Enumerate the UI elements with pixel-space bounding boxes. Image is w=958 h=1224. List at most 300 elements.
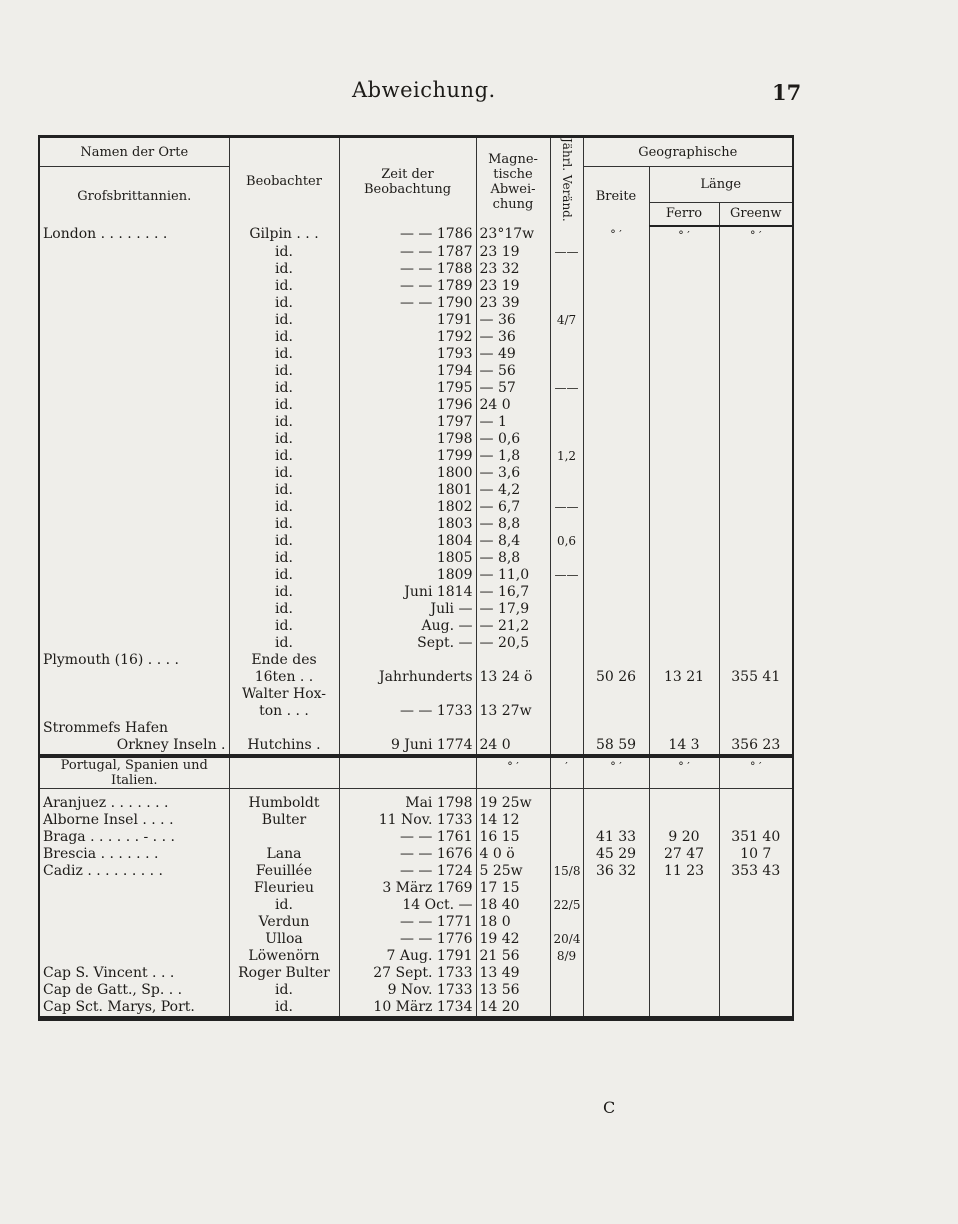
abw-cell: 23°17w [476, 226, 550, 244]
abw-cell: 24 0 [476, 397, 550, 414]
obs-cell [229, 720, 339, 737]
table-row [39, 982, 793, 999]
breite-cell [583, 812, 649, 829]
obs-cell: id. [229, 999, 339, 1019]
ver-cell [550, 414, 583, 431]
breite-cell [583, 795, 649, 812]
ferro-cell [649, 499, 719, 516]
zeit-cell: Juni 1814 [339, 584, 476, 601]
zeit-cell: — — 1787 [339, 244, 476, 261]
abw-cell: — 1,8 [476, 448, 550, 465]
breite-cell [583, 397, 649, 414]
ferro-cell [649, 584, 719, 601]
table-row [39, 278, 793, 295]
ferro-cell [649, 380, 719, 397]
abw-cell: 13 56 [476, 982, 550, 999]
zeit-cell: 14 Oct. — [339, 897, 476, 914]
ferro-cell [649, 914, 719, 931]
zeit-cell: 27 Sept. 1733 [339, 965, 476, 982]
obs-cell: id. [229, 261, 339, 278]
ver-cell [550, 226, 583, 244]
obs-cell: id. [229, 363, 339, 380]
breite-cell [583, 550, 649, 567]
section-title: Portugal, Spanien und Italien. [39, 756, 229, 789]
abw-cell: — 20,5 [476, 635, 550, 652]
breite-cell: 41 33 [583, 829, 649, 846]
zeit-cell: — — 1761 [339, 829, 476, 846]
ver-cell: —— [550, 567, 583, 584]
table-row [39, 397, 793, 414]
deg-mark: ° ′ [750, 228, 762, 242]
breite-cell [583, 363, 649, 380]
abw-cell: 16 15 [476, 829, 550, 846]
obs-cell: Feuillée [229, 863, 339, 880]
obs-cell: Walter Hox- [229, 686, 339, 703]
zeit-cell: Juli — [339, 601, 476, 618]
zeit-cell: 1797 [339, 414, 476, 431]
breite-cell [583, 652, 649, 669]
deg-mark: ° ′ [583, 756, 649, 789]
zeit-cell: 1802 [339, 499, 476, 516]
breite-cell: 58 59 [583, 737, 649, 756]
breite-cell [583, 635, 649, 652]
ferro-cell [649, 414, 719, 431]
obs-cell: Verdun [229, 914, 339, 931]
place-cell [39, 948, 229, 965]
ferro-cell [649, 795, 719, 812]
ferro-cell [649, 897, 719, 914]
zeit-cell: Jahrhunderts [339, 669, 476, 686]
zeit-cell: 1798 [339, 431, 476, 448]
place-cell [39, 397, 229, 414]
abw-cell: — 17,9 [476, 601, 550, 618]
ver-cell [550, 669, 583, 686]
header-geographische: Geographische [583, 137, 793, 167]
table-row [39, 737, 793, 756]
ferro-cell [649, 720, 719, 737]
ferro-cell [649, 244, 719, 261]
table-row [39, 897, 793, 914]
ferro-cell [649, 948, 719, 965]
table-row [39, 584, 793, 601]
obs-cell: id. [229, 414, 339, 431]
green-cell [719, 914, 793, 931]
table-row [39, 261, 793, 278]
ferro-cell: 14 3 [649, 737, 719, 756]
ferro-cell [649, 635, 719, 652]
table-row [39, 948, 793, 965]
obs-cell: id. [229, 982, 339, 999]
place-cell [39, 516, 229, 533]
breite-cell [583, 312, 649, 329]
table-row [39, 880, 793, 897]
zeit-cell: — — 1789 [339, 278, 476, 295]
zeit-cell: — — 1771 [339, 914, 476, 931]
zeit-cell: 1799 [339, 448, 476, 465]
ferro-cell [649, 363, 719, 380]
breite-cell [583, 584, 649, 601]
place-cell [39, 244, 229, 261]
abw-cell: — 8,8 [476, 516, 550, 533]
zeit-cell: 3 März 1769 [339, 880, 476, 897]
breite-cell [583, 346, 649, 363]
header-breite: Breite [583, 167, 649, 226]
ver-cell [550, 482, 583, 499]
place-cell [39, 278, 229, 295]
abw-cell [476, 686, 550, 703]
table-row [39, 846, 793, 863]
green-cell [719, 652, 793, 669]
place-cell: Cap S. Vincent . . . [39, 965, 229, 982]
header-magnetische: Magne- tische Abwei- chung [476, 137, 550, 226]
green-cell [719, 812, 793, 829]
header-ferro: Ferro [649, 202, 719, 226]
deg-mark: ° ′ [649, 756, 719, 789]
abw-cell: 5 25w [476, 863, 550, 880]
breite-cell [583, 618, 649, 635]
ferro-cell [649, 346, 719, 363]
abw-cell [476, 720, 550, 737]
zeit-cell: 11 Nov. 1733 [339, 812, 476, 829]
table-row [39, 652, 793, 669]
table-row [39, 363, 793, 380]
place-cell: Orkney Inseln . [39, 737, 229, 756]
zeit-cell: 1796 [339, 397, 476, 414]
ferro-cell [649, 567, 719, 584]
table-row [39, 244, 793, 261]
ver-cell [550, 999, 583, 1019]
header-jahrl: Jährl. Veränd. [550, 137, 583, 226]
ver-cell [550, 346, 583, 363]
abw-cell: — 57 [476, 380, 550, 397]
obs-cell: id. [229, 550, 339, 567]
zeit-cell [339, 686, 476, 703]
table-header [39, 137, 793, 226]
obs-cell: id. [229, 516, 339, 533]
place-cell [39, 931, 229, 948]
ver-cell [550, 812, 583, 829]
zeit-cell: 1794 [339, 363, 476, 380]
abw-cell: 19 42 [476, 931, 550, 948]
green-cell [719, 880, 793, 897]
abw-cell: — 8,8 [476, 550, 550, 567]
obs-cell: id. [229, 346, 339, 363]
obs-cell: Gilpin . . . [229, 226, 339, 244]
abw-cell: 23 32 [476, 261, 550, 278]
ferro-cell [649, 931, 719, 948]
ver-cell [550, 278, 583, 295]
ferro-cell [649, 812, 719, 829]
zeit-cell: 1793 [339, 346, 476, 363]
zeit-cell: Mai 1798 [339, 795, 476, 812]
ver-cell [550, 465, 583, 482]
ferro-cell [649, 482, 719, 499]
abw-cell: 24 0 [476, 737, 550, 756]
zeit-cell [339, 652, 476, 669]
ferro-cell [649, 261, 719, 278]
obs-cell: ton . . . [229, 703, 339, 720]
table-row [39, 567, 793, 584]
place-cell [39, 346, 229, 363]
abw-cell: 14 20 [476, 999, 550, 1019]
zeit-cell: — — 1733 [339, 703, 476, 720]
green-cell [719, 897, 793, 914]
ver-cell [550, 516, 583, 533]
zeit-cell: 9 Nov. 1733 [339, 982, 476, 999]
zeit-cell: Aug. — [339, 618, 476, 635]
zeit-cell: — — 1790 [339, 295, 476, 312]
place-cell [39, 550, 229, 567]
ver-cell [550, 737, 583, 756]
obs-cell: id. [229, 380, 339, 397]
ver-cell [550, 550, 583, 567]
ferro-cell [649, 516, 719, 533]
obs-cell: id. [229, 635, 339, 652]
breite-cell [583, 914, 649, 931]
breite-cell [583, 880, 649, 897]
place-cell [39, 380, 229, 397]
table-row [39, 482, 793, 499]
ferro-cell [649, 312, 719, 329]
breite-cell [583, 499, 649, 516]
table-row [39, 499, 793, 516]
abw-cell: — 6,7 [476, 499, 550, 516]
ferro-cell [649, 686, 719, 703]
breite-cell: 50 26 [583, 669, 649, 686]
place-cell [39, 431, 229, 448]
place-cell: Cadiz . . . . . . . . . [39, 863, 229, 880]
green-cell: 356 23 [731, 736, 781, 753]
abw-cell: — 4,2 [476, 482, 550, 499]
header-greenw: Greenw [719, 202, 793, 226]
place-cell [39, 601, 229, 618]
place-cell [39, 329, 229, 346]
abw-cell: — 16,7 [476, 584, 550, 601]
place-cell [39, 295, 229, 312]
breite-cell [583, 965, 649, 982]
ver-cell [550, 261, 583, 278]
green-cell [719, 635, 793, 652]
green-cell [719, 380, 793, 397]
table-row [39, 465, 793, 482]
ver-cell [550, 846, 583, 863]
place-cell [39, 914, 229, 931]
header-laenge: Länge [649, 167, 793, 203]
ver-cell [550, 601, 583, 618]
green-cell [719, 465, 793, 482]
green-cell [719, 720, 793, 737]
ferro-cell [649, 550, 719, 567]
place-cell: Brescia . . . . . . . [39, 846, 229, 863]
table-row [39, 601, 793, 618]
green-cell [719, 448, 793, 465]
ver-cell: 4/7 [550, 312, 583, 329]
table-row [39, 329, 793, 346]
abw-cell: 13 24 ö [476, 669, 550, 686]
obs-cell: id. [229, 295, 339, 312]
table-row [39, 550, 793, 567]
abw-cell: 21 56 [476, 948, 550, 965]
table-row [39, 703, 793, 720]
place-cell: Plymouth (16) . . . . [39, 652, 229, 669]
breite-cell [583, 686, 649, 703]
breite-cell: 36 32 [583, 863, 649, 880]
abw-cell: — 36 [476, 329, 550, 346]
place-cell: London . . . . . . . . [39, 226, 229, 244]
place-cell [39, 618, 229, 635]
place-cell [39, 363, 229, 380]
header-region-1: Grofsbrittannien. [39, 167, 229, 226]
signature-mark: C [603, 1098, 616, 1117]
section-portugal-spanien-italien [39, 756, 793, 1019]
obs-cell: Ende des [229, 652, 339, 669]
obs-cell [229, 829, 339, 846]
green-cell [719, 244, 793, 261]
breite-cell [583, 482, 649, 499]
obs-cell: id. [229, 397, 339, 414]
breite-cell [583, 465, 649, 482]
place-cell [39, 880, 229, 897]
green-cell [719, 948, 793, 965]
zeit-cell: 9 Juni 1774 [339, 737, 476, 756]
abw-cell: — 11,0 [476, 567, 550, 584]
table-row [39, 999, 793, 1019]
abw-cell: — 21,2 [476, 618, 550, 635]
obs-cell: Bulter [229, 812, 339, 829]
abw-cell [476, 652, 550, 669]
zeit-cell: 1803 [339, 516, 476, 533]
breite-cell [583, 380, 649, 397]
ferro-cell [649, 431, 719, 448]
place-cell [39, 584, 229, 601]
table-row [39, 669, 793, 686]
ver-cell [550, 295, 583, 312]
zeit-cell: Sept. — [339, 635, 476, 652]
deg-mark: ° ′ [583, 226, 649, 244]
breite-cell [583, 703, 649, 720]
ferro-cell [649, 965, 719, 982]
abw-cell: 13 49 [476, 965, 550, 982]
ver-cell: —— [550, 380, 583, 397]
obs-cell: id. [229, 567, 339, 584]
table-row [39, 516, 793, 533]
abw-cell: 23 39 [476, 295, 550, 312]
ferro-cell: 27 47 [649, 846, 719, 863]
table-row [39, 914, 793, 931]
header-zeit: Zeit der Beobachtung [339, 137, 476, 226]
zeit-cell: — — 1788 [339, 261, 476, 278]
place-cell [39, 261, 229, 278]
green-cell [719, 363, 793, 380]
page-number: 17 [772, 80, 802, 105]
ver-cell [550, 363, 583, 380]
abw-cell: 17 15 [476, 880, 550, 897]
zeit-cell [339, 720, 476, 737]
green-cell [719, 414, 793, 431]
obs-cell: Ulloa [229, 931, 339, 948]
ver-cell [550, 914, 583, 931]
place-cell [39, 482, 229, 499]
obs-cell: Roger Bulter [229, 965, 339, 982]
table-row [39, 431, 793, 448]
breite-cell [583, 567, 649, 584]
obs-cell: id. [229, 448, 339, 465]
ver-cell: 0,6 [550, 533, 583, 550]
table-row [39, 380, 793, 397]
breite-cell [583, 329, 649, 346]
green-cell: 10 7 [740, 845, 772, 862]
deg-mark: ° ′ [719, 756, 793, 789]
obs-cell: 16ten . . [229, 669, 339, 686]
breite-cell [583, 414, 649, 431]
obs-cell: id. [229, 431, 339, 448]
ver-cell [550, 982, 583, 999]
place-cell [39, 669, 229, 686]
green-cell [719, 618, 793, 635]
obs-cell: id. [229, 584, 339, 601]
abw-cell: — 8,4 [476, 533, 550, 550]
breite-cell [583, 516, 649, 533]
obs-cell: id. [229, 244, 339, 261]
ver-cell [550, 829, 583, 846]
green-cell [719, 795, 793, 812]
ferro-cell: 13 21 [649, 669, 719, 686]
obs-cell: id. [229, 601, 339, 618]
ferro-cell [649, 465, 719, 482]
abw-cell: — 3,6 [476, 465, 550, 482]
breite-cell [583, 720, 649, 737]
place-cell [39, 312, 229, 329]
table-row [39, 635, 793, 652]
ver-cell [550, 720, 583, 737]
breite-cell [583, 295, 649, 312]
running-head: Abweichung. [352, 78, 496, 102]
ver-cell [550, 397, 583, 414]
green-cell [719, 999, 793, 1019]
table-row [39, 720, 793, 737]
ferro-cell [649, 982, 719, 999]
ver-cell [550, 795, 583, 812]
table-row [39, 448, 793, 465]
green-cell [719, 295, 793, 312]
obs-cell: id. [229, 499, 339, 516]
declination-table [38, 135, 794, 1021]
green-cell [719, 584, 793, 601]
ferro-cell: 9 20 [649, 829, 719, 846]
breite-cell [583, 448, 649, 465]
table-row [39, 346, 793, 363]
breite-cell [583, 278, 649, 295]
green-cell: 355 41 [731, 668, 781, 685]
place-cell [39, 448, 229, 465]
zeit-cell: 1804 [339, 533, 476, 550]
table-row [39, 795, 793, 812]
ver-cell: 22/5 [550, 897, 583, 914]
zeit-cell: — — 1776 [339, 931, 476, 948]
green-cell [719, 601, 793, 618]
place-cell: Cap de Gatt., Sp. . . [39, 982, 229, 999]
green-cell [719, 431, 793, 448]
breite-cell [583, 261, 649, 278]
table-row [39, 829, 793, 846]
place-cell [39, 533, 229, 550]
table-row [39, 414, 793, 431]
abw-cell: 18 40 [476, 897, 550, 914]
zeit-cell: 1805 [339, 550, 476, 567]
green-cell [719, 703, 793, 720]
ver-cell [550, 635, 583, 652]
table-row [39, 812, 793, 829]
